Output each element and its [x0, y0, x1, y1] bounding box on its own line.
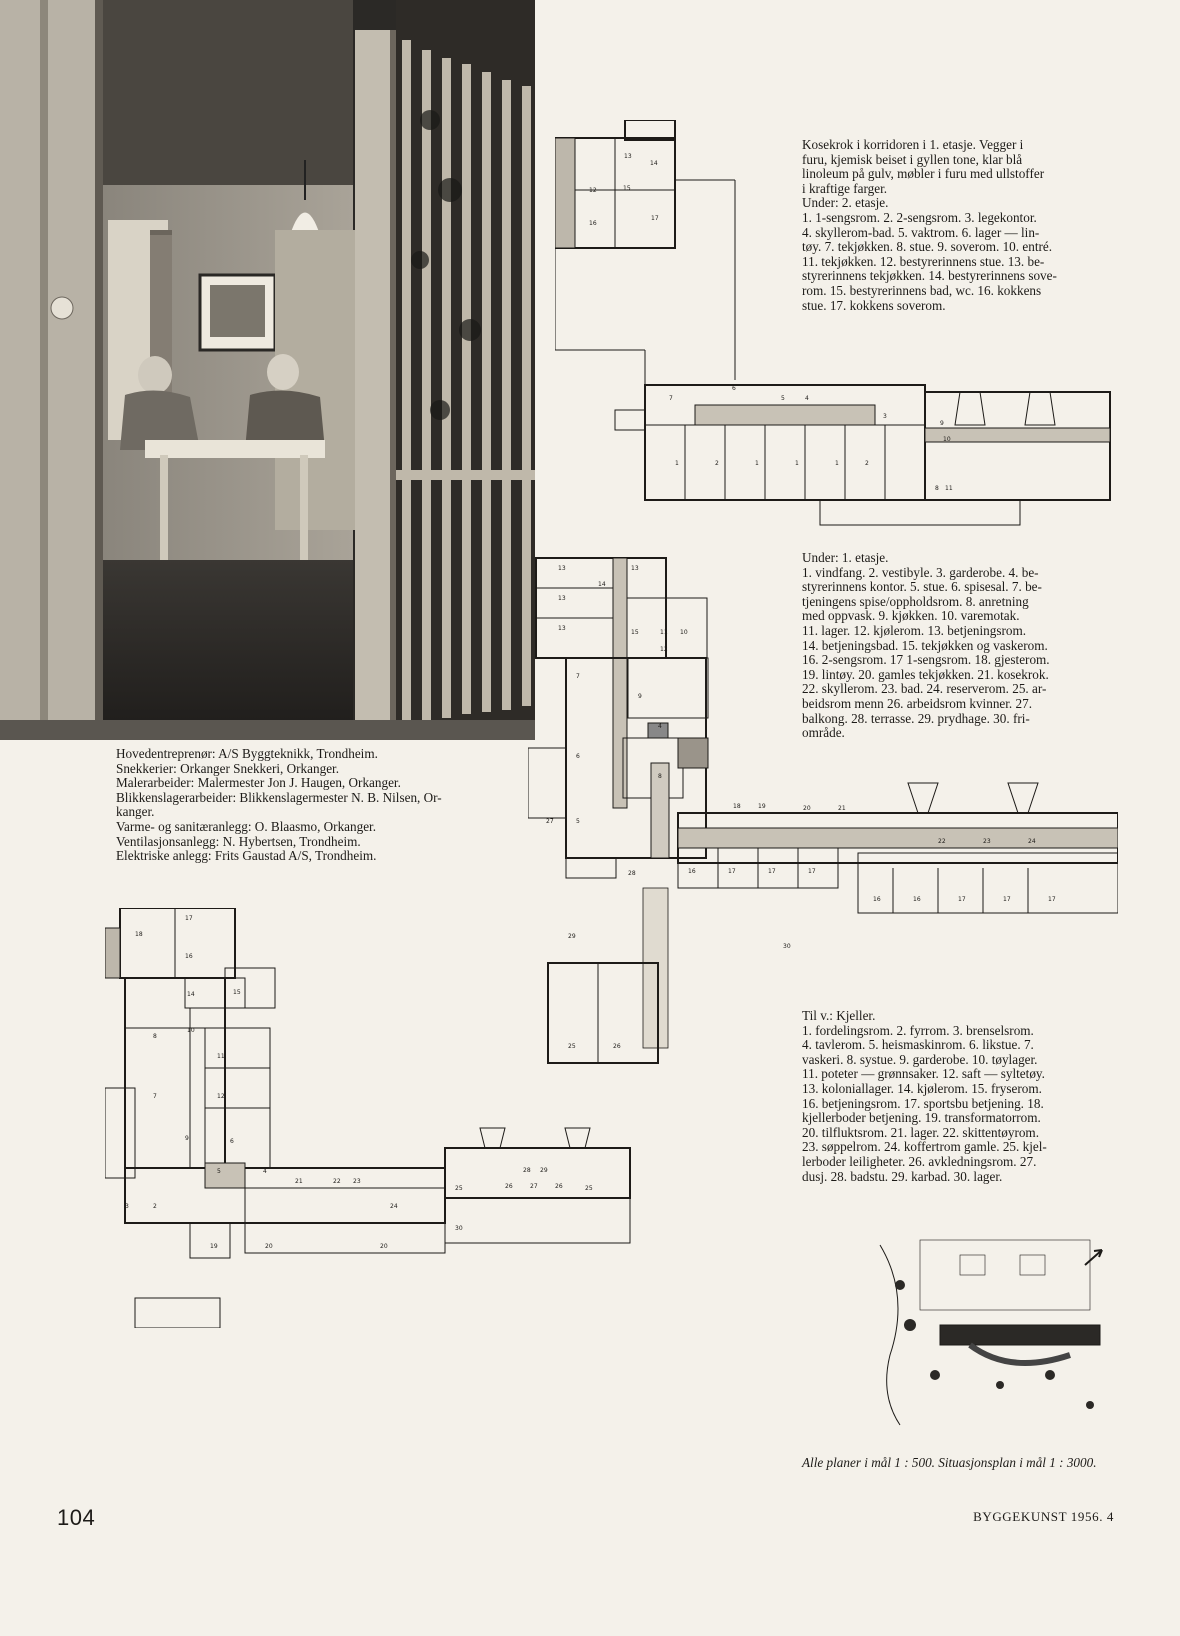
- svg-text:5: 5: [217, 1168, 221, 1175]
- svg-text:24: 24: [1028, 838, 1036, 845]
- svg-text:19: 19: [758, 803, 766, 810]
- svg-text:6: 6: [230, 1138, 234, 1145]
- svg-text:1: 1: [755, 460, 759, 467]
- svg-text:15: 15: [631, 629, 639, 636]
- caption-line: Til v.: Kjeller.: [802, 1008, 876, 1023]
- svg-text:8: 8: [658, 773, 662, 780]
- caption-line: vaskeri. 8. systue. 9. garderobe. 10. tøylager.: [802, 1051, 1038, 1067]
- svg-text:13: 13: [624, 153, 632, 160]
- svg-text:26: 26: [505, 1183, 513, 1190]
- credit-line: Varme- og sanitæranlegg: O. Blaasmo, Orkanger.: [116, 818, 377, 834]
- svg-text:23: 23: [353, 1178, 361, 1185]
- caption-line: 1. 1-sengsrom. 2. 2-sengsrom. 3. legekontor.: [802, 209, 1037, 225]
- svg-text:20: 20: [265, 1243, 273, 1250]
- caption-line: beidsrom menn 26. arbeidsrom kvinner. 27.: [802, 695, 1033, 711]
- svg-text:17: 17: [808, 868, 816, 875]
- caption-line: Kosekrok i korridoren i 1. etasje. Vegger i: [802, 137, 1024, 152]
- svg-text:1: 1: [795, 460, 799, 467]
- caption-line: 11. lager. 12. kjølerom. 13. betjeningsrom.: [802, 622, 1027, 638]
- svg-text:5: 5: [781, 395, 785, 402]
- caption-line: 4. tavlerom. 5. heismaskinrom. 6. likstue. 7.: [802, 1037, 1034, 1053]
- caption-line: 1. fordelingsrom. 2. fyrrom. 3. brenselsrom.: [802, 1022, 1034, 1038]
- svg-text:3: 3: [883, 413, 887, 420]
- caption-line: 20. tilfluktsrom. 21. lager. 22. skittentøyrom.: [802, 1124, 1039, 1140]
- svg-text:16: 16: [913, 896, 921, 903]
- svg-text:28: 28: [523, 1167, 531, 1174]
- caption-line: lerboder leiligheter. 26. avkledningsrom. 27.: [802, 1153, 1037, 1169]
- svg-text:6: 6: [732, 385, 736, 392]
- svg-text:3: 3: [125, 1203, 129, 1210]
- caption-line: rom. 15. bestyrerinnens bad, wc. 16. kokkens: [802, 282, 1042, 298]
- caption-line: furu, kjemisk beiset i gyllen tone, klar blå: [802, 151, 1023, 167]
- svg-text:21: 21: [838, 805, 846, 812]
- svg-text:27: 27: [546, 818, 554, 825]
- caption-line: stue. 17. kokkens soverom.: [802, 297, 946, 313]
- svg-text:17: 17: [728, 868, 736, 875]
- svg-text:17: 17: [1048, 896, 1056, 903]
- svg-text:1: 1: [835, 460, 839, 467]
- svg-text:1: 1: [675, 460, 679, 467]
- svg-text:7: 7: [153, 1093, 157, 1100]
- svg-text:30: 30: [455, 1225, 463, 1232]
- caption-line: område.: [802, 725, 845, 741]
- svg-text:4: 4: [263, 1168, 267, 1175]
- caption-line: Under: 1. etasje.: [802, 550, 889, 565]
- credit-line: Ventilasjonsanlegg: N. Hybertsen, Trondheim.: [116, 833, 361, 849]
- caption-line: 19. lintøy. 20. gamles tekjøkken. 21. kosekrok.: [802, 666, 1049, 682]
- svg-text:13: 13: [558, 565, 566, 572]
- credit-line: Hovedentreprenør: A/S Byggteknikk, Trondheim.: [116, 746, 378, 761]
- svg-text:17: 17: [185, 915, 193, 922]
- svg-text:27: 27: [530, 1183, 538, 1190]
- svg-text:15: 15: [623, 185, 631, 192]
- interior-photo: [0, 0, 535, 740]
- svg-text:17: 17: [958, 896, 966, 903]
- svg-text:13: 13: [631, 565, 639, 572]
- page-number: 104: [57, 1505, 96, 1530]
- svg-text:12: 12: [589, 187, 597, 194]
- svg-text:4: 4: [805, 395, 809, 402]
- svg-text:8: 8: [935, 485, 939, 492]
- svg-text:16: 16: [873, 896, 881, 903]
- scale-note: Alle planer i mål 1 : 500. Situasjonsplan i mål 1 : 3000.: [802, 1455, 1097, 1470]
- caption-line: dusj. 28. badstu. 29. karbad. 30. lager.: [802, 1168, 1003, 1184]
- svg-text:5: 5: [576, 818, 580, 825]
- svg-text:20: 20: [380, 1243, 388, 1250]
- svg-text:11: 11: [217, 1053, 225, 1060]
- second-floor-drawing: [555, 120, 1115, 530]
- svg-text:8: 8: [153, 1033, 157, 1040]
- svg-text:7: 7: [576, 673, 580, 680]
- svg-text:14: 14: [187, 991, 195, 998]
- site-plan: [870, 1235, 1120, 1435]
- svg-text:10: 10: [680, 629, 688, 636]
- caption-line: 11. poteter — grønnsaker. 12. saft — syltetøy.: [802, 1066, 1045, 1082]
- second-floor-plan: [555, 120, 1115, 530]
- svg-text:9: 9: [185, 1135, 189, 1142]
- svg-text:29: 29: [568, 933, 576, 940]
- caption-line: 23. søppelrom. 24. koffertrom gamle. 25. kjel-: [802, 1139, 1047, 1155]
- caption-line: med oppvask. 9. kjøkken. 10. varemotak.: [802, 608, 1020, 624]
- caption-line: 4. skyllerom-bad. 5. vaktrom. 6. lager — lin-: [802, 224, 1040, 240]
- caption-line: 14. betjeningsbad. 15. tekjøkken og vaskerom.: [802, 637, 1048, 653]
- svg-text:17: 17: [651, 215, 659, 222]
- svg-text:25: 25: [568, 1043, 576, 1050]
- caption-line: styrerinnens tekjøkken. 14. bestyrerinnens sove-: [802, 268, 1057, 284]
- svg-text:25: 25: [455, 1185, 463, 1192]
- svg-text:7: 7: [669, 395, 673, 402]
- credit-line: Snekkerier: Orkanger Snekkeri, Orkanger.: [116, 760, 340, 776]
- svg-text:11: 11: [945, 485, 953, 492]
- svg-text:19: 19: [210, 1243, 218, 1250]
- site-plan-drawing: [870, 1235, 1120, 1435]
- svg-text:30: 30: [783, 943, 791, 950]
- svg-text:25: 25: [585, 1185, 593, 1192]
- svg-text:16: 16: [688, 868, 696, 875]
- svg-text:17: 17: [1003, 896, 1011, 903]
- credit-line: Blikkenslagerarbeider: Blikkenslagermester N. B. Nilsen, Or-: [116, 789, 442, 805]
- basement-drawing: [105, 908, 660, 1328]
- svg-text:21: 21: [295, 1178, 303, 1185]
- svg-text:22: 22: [938, 838, 946, 845]
- svg-text:26: 26: [613, 1043, 621, 1050]
- svg-text:10: 10: [943, 436, 951, 443]
- caption-line: kjellerboder betjening. 19. transformatorrom.: [802, 1110, 1041, 1126]
- credit-line: Elektriske anlegg: Frits Gaustad A/S, Trondheim.: [116, 848, 377, 864]
- caption-line: Under: 2. etasje.: [802, 195, 889, 211]
- svg-text:18: 18: [135, 931, 143, 938]
- svg-text:26: 26: [555, 1183, 563, 1190]
- svg-text:2: 2: [715, 460, 719, 467]
- svg-text:18: 18: [733, 803, 741, 810]
- svg-text:9: 9: [638, 693, 642, 700]
- svg-text:2: 2: [153, 1203, 157, 1210]
- svg-text:24: 24: [390, 1203, 398, 1210]
- credit-line: Malerarbeider: Malermester Jon J. Haugen, Orkanger.: [116, 775, 401, 791]
- svg-text:9: 9: [940, 420, 944, 427]
- svg-text:28: 28: [628, 870, 636, 877]
- journal-title: BYGGEKUNST 1956. 4: [973, 1509, 1114, 1524]
- contractor-credits: [116, 747, 501, 864]
- svg-text:13: 13: [558, 595, 566, 602]
- svg-text:20: 20: [803, 805, 811, 812]
- caption-line: 16. betjeningsrom. 17. sportsbu betjening. 18.: [802, 1095, 1044, 1111]
- svg-text:2: 2: [865, 460, 869, 467]
- svg-text:15: 15: [233, 989, 241, 996]
- svg-text:6: 6: [576, 753, 580, 760]
- caption-line: i kraftige farger.: [802, 180, 888, 196]
- svg-text:29: 29: [540, 1167, 548, 1174]
- basement-plan: [105, 908, 660, 1328]
- caption-line: 1. vindfang. 2. vestibyle. 3. garderobe. 4. be-: [802, 564, 1039, 580]
- svg-text:14: 14: [650, 160, 658, 167]
- caption-line: 16. 2-sengsrom. 17 1-sengsrom. 18. gjesterom.: [802, 652, 1050, 668]
- credit-line: kanger.: [116, 804, 155, 820]
- svg-text:17: 17: [768, 868, 776, 875]
- svg-text:12: 12: [217, 1093, 225, 1100]
- caption-line: tjeningens spise/oppholdsrom. 8. anretning: [802, 593, 1029, 609]
- svg-text:4: 4: [658, 723, 662, 730]
- svg-text:10: 10: [187, 1027, 195, 1034]
- photo-illustration: [0, 0, 535, 740]
- svg-text:23: 23: [983, 838, 991, 845]
- svg-text:22: 22: [333, 1178, 341, 1185]
- svg-text:16: 16: [589, 220, 597, 227]
- svg-text:13: 13: [558, 625, 566, 632]
- caption-line: 11. tekjøkken. 12. bestyrerinnens stue. 13. be-: [802, 253, 1045, 269]
- svg-text:11: 11: [660, 629, 668, 636]
- svg-text:16: 16: [185, 953, 193, 960]
- caption-line: balkong. 28. terrasse. 29. prydhage. 30. fri-: [802, 710, 1030, 726]
- caption-line: styrerinnens kontor. 5. stue. 6. spisesal. 7. be-: [802, 579, 1042, 595]
- caption-line: linoleum på gulv, møbler i furu med ullstoffer: [802, 166, 1045, 182]
- caption-line: 22. skyllerom. 23. bad. 24. reserverom. 25. ar-: [802, 681, 1047, 697]
- svg-text:12: 12: [660, 646, 668, 653]
- caption-line: tøy. 7. tekjøkken. 8. stue. 9. soverom. 10. entré.: [802, 239, 1053, 255]
- svg-text:14: 14: [598, 581, 606, 588]
- caption-line: 13. koloniallager. 14. kjølerom. 15. fryserom.: [802, 1080, 1042, 1096]
